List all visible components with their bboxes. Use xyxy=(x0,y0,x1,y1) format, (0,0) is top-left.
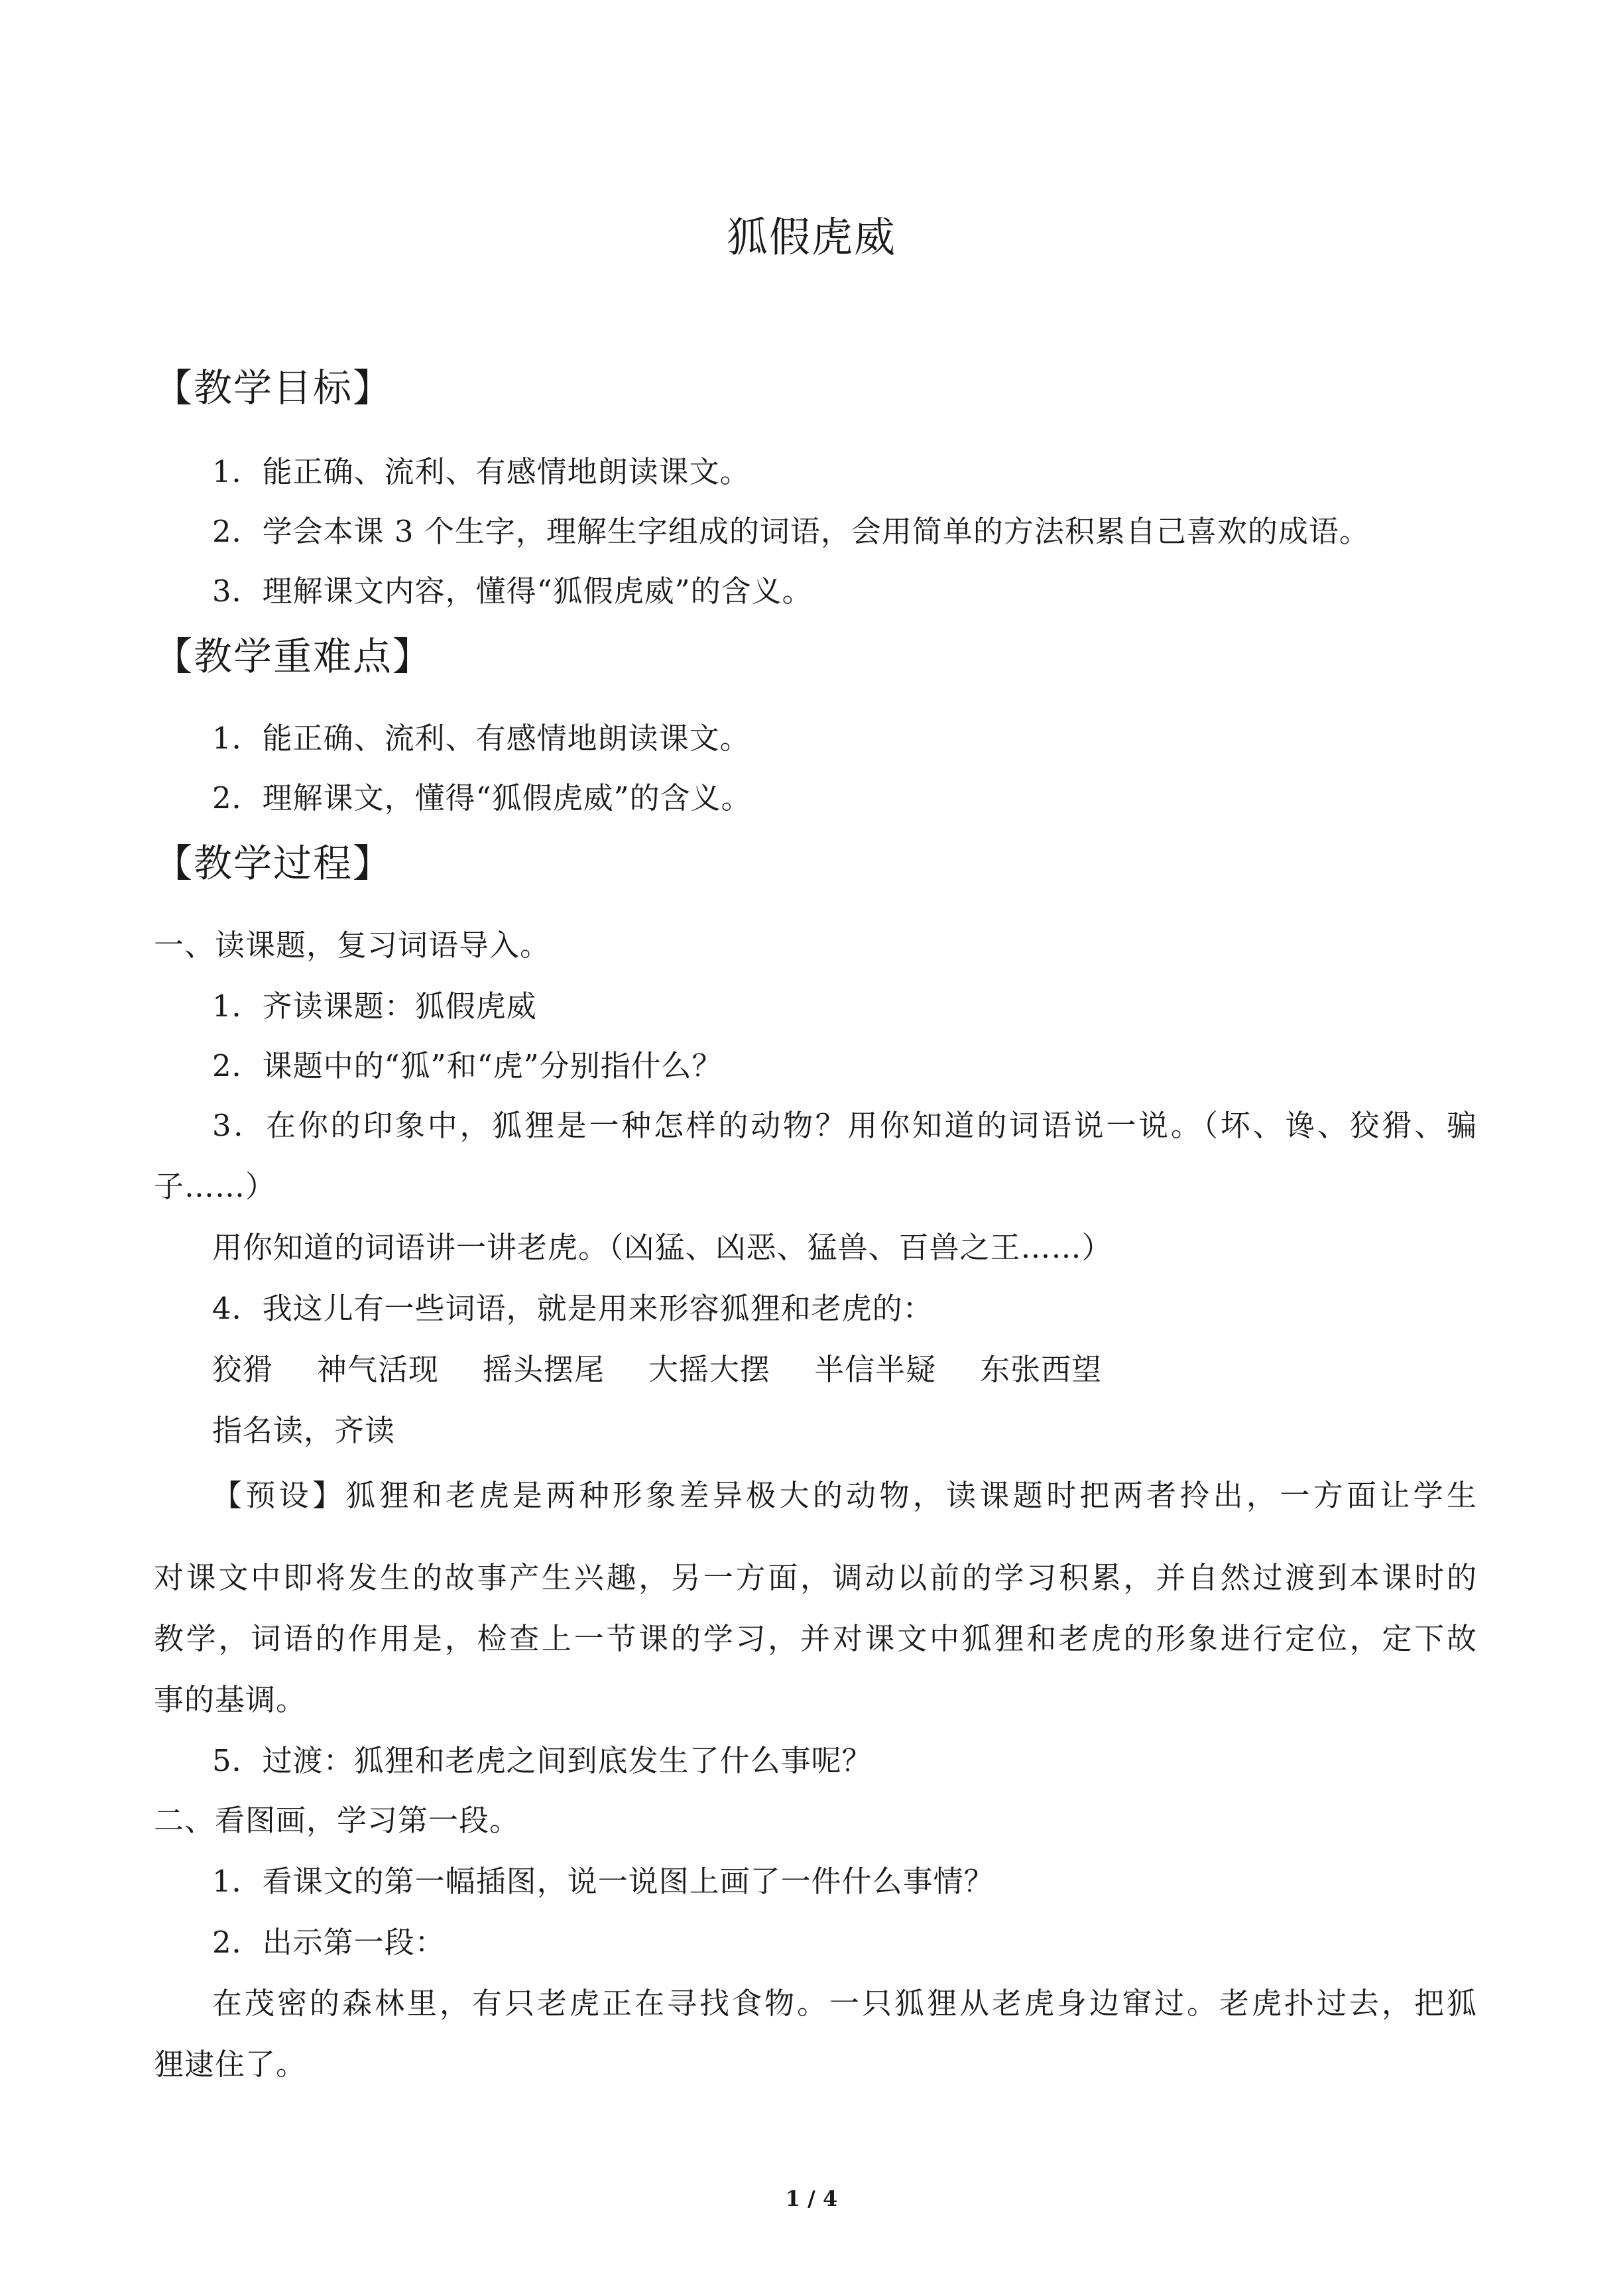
part1-tiger-words: 用你知道的词语讲一讲老虎。（凶猛、凶恶、猛兽、百兽之王……） xyxy=(212,1230,1112,1265)
key-point-item-1: 1．能正确、流利、有感情地朗读课文。 xyxy=(212,721,751,756)
part1-step5: 5．过渡：狐狸和老虎之间到底发生了什么事呢？ xyxy=(212,1743,872,1778)
preset-line-1: 【预设】狐狸和老虎是两种形象差异极大的动物，读课题时把两者拎出，一方面让学生 xyxy=(212,1478,1477,1513)
page-number: 1 / 4 xyxy=(785,2186,838,2211)
vocab-word: 半信半疑 xyxy=(814,1352,937,1387)
heading-objectives: 【教学目标】 xyxy=(154,365,393,410)
part1-step3-line2: 子……） xyxy=(154,1169,276,1204)
vocab-list xyxy=(212,1350,1146,1390)
part2-step2: 2．出示第一段： xyxy=(212,1925,446,1960)
vocab-word: 摇头摆尾 xyxy=(483,1352,605,1387)
part2-paragraph-line1: 在茂密的森林里，有只老虎正在寻找食物。一只狐狸从老虎身边窜过。老虎扑过去，把狐 xyxy=(212,1986,1477,2021)
preset-line-2: 对课文中即将发生的故事产生兴趣，另一方面，调动以前的学习积累，并自然过渡到本课时的 xyxy=(154,1560,1477,1595)
vocab-word: 神气活现 xyxy=(317,1352,440,1387)
part1-step2: 2．课题中的“狐”和“虎”分别指什么？ xyxy=(212,1048,723,1083)
part2-paragraph-line2: 狸逮住了。 xyxy=(154,2047,307,2082)
vocab-word: 东张西望 xyxy=(980,1352,1103,1387)
preset-line-4: 事的基调。 xyxy=(154,1682,307,1717)
part1-step1: 1．齐读课题：狐假虎威 xyxy=(212,989,537,1024)
vocab-word: 狡猾 xyxy=(212,1352,274,1387)
document-title: 狐假虎威 xyxy=(726,213,896,261)
part2-step1: 1．看课文的第一幅插图，说一说图上画了一件什么事情？ xyxy=(212,1864,994,1899)
key-point-item-2: 2．理解课文，懂得“狐假虎威”的含义。 xyxy=(212,780,752,816)
part1-title: 一、读课题，复习词语导入。 xyxy=(154,928,551,963)
objective-item-2: 2．学会本课 3 个生字，理解生字组成的词语，会用简单的方法积累自己喜欢的成语。 xyxy=(212,514,1370,549)
part1-read-note: 指名读，齐读 xyxy=(212,1413,396,1448)
part2-title: 二、看图画，学习第一段。 xyxy=(154,1803,520,1838)
objective-item-1: 1．能正确、流利、有感情地朗读课文。 xyxy=(212,454,751,489)
vocab-word: 大摇大摆 xyxy=(648,1352,771,1387)
part1-step3-line1: 3．在你的印象中，狐狸是一种怎样的动物？用你知道的词语说一说。（坏、谗、狡猾、骗 xyxy=(212,1108,1477,1143)
preset-line-3: 教学，词语的作用是，检查上一节课的学习，并对课文中狐狸和老虎的形象进行定位，定下故 xyxy=(154,1621,1477,1656)
heading-process: 【教学过程】 xyxy=(154,841,393,886)
heading-key-points: 【教学重难点】 xyxy=(154,634,433,679)
objective-item-3: 3．理解课文内容，懂得“狐假虎威”的含义。 xyxy=(212,574,813,609)
part1-step4: 4．我这儿有一些词语，就是用来形容狐狸和老虎的： xyxy=(212,1291,933,1326)
